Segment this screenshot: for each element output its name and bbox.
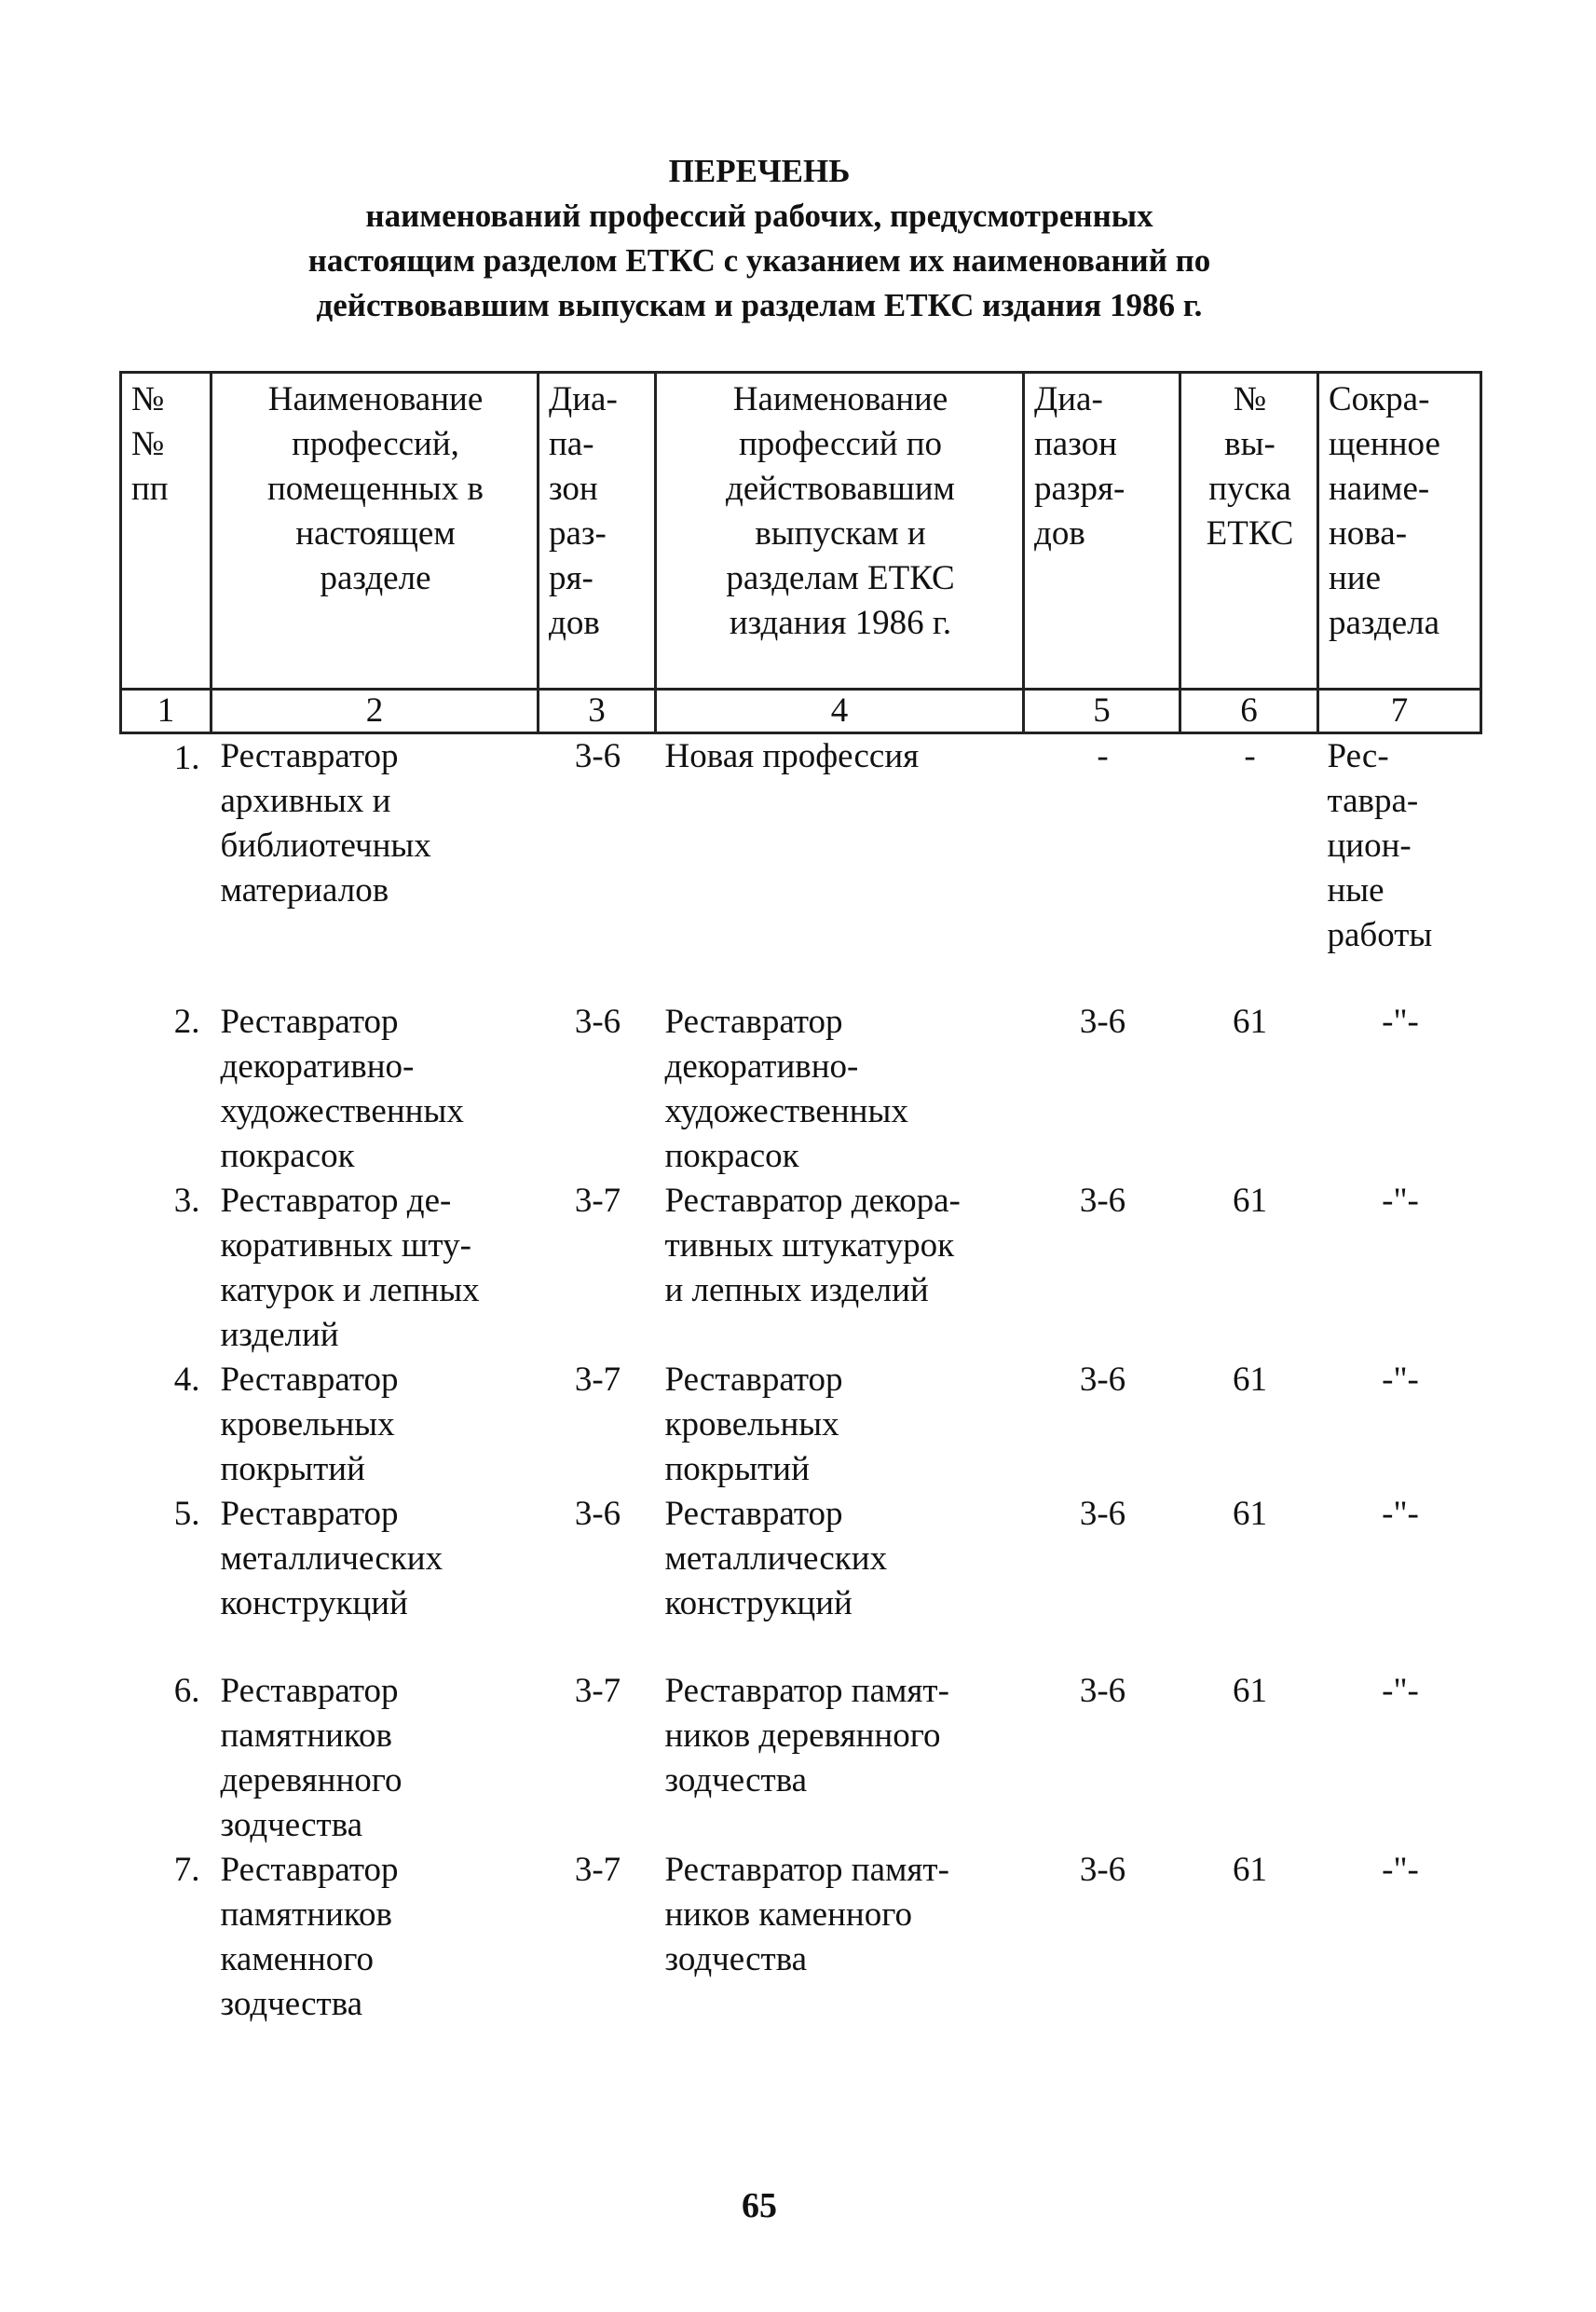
profession-name: Реставратор де- коративных шту- катурок и лепных изделий <box>220 1181 480 1354</box>
title-heading: ПЕРЕЧЕНЬ <box>668 153 851 189</box>
table-row <box>121 1492 1481 1669</box>
section-short-name: Рес- тавра- цион- ные работы <box>1327 737 1433 954</box>
column-number: 1 <box>121 690 211 733</box>
grade-range: 3-6 <box>574 1002 621 1041</box>
etks-issue: 61 <box>1233 1850 1267 1889</box>
etks-issue: 61 <box>1233 1002 1267 1041</box>
column-number: 5 <box>1024 690 1180 733</box>
title-line: действовавшим выпускам и разделам ЕТКС издания 1986 г. <box>316 287 1203 323</box>
table-row <box>121 1848 1481 2027</box>
title-line: настоящим разделом ЕТКС с указанием их наименований по <box>307 242 1211 279</box>
header-section: Сокра- щенное наиме- нова- ние раздела <box>1318 373 1481 690</box>
etks-issue: 61 <box>1233 1181 1267 1220</box>
old-grade-range: 3-6 <box>1079 1850 1126 1889</box>
old-grade-range: 3-6 <box>1079 1494 1126 1533</box>
etks-issue: 61 <box>1233 1671 1267 1710</box>
section-short-name: -"- <box>1382 1181 1419 1220</box>
old-grade-range: 3-6 <box>1079 1671 1126 1710</box>
header-number: № № пп <box>121 373 211 690</box>
table-row <box>121 1000 1481 1179</box>
grade-range: 3-7 <box>574 1181 621 1220</box>
section-short-name: -"- <box>1382 1494 1419 1533</box>
section-short-name: -"- <box>1382 1850 1419 1889</box>
table-row <box>121 1669 1481 1848</box>
etks-issue: - <box>1244 737 1256 775</box>
document-title <box>0 149 1519 328</box>
profession-name: Реставратор архивных и библиотечных материалов <box>220 737 431 910</box>
row-number: 7. <box>173 1850 200 1889</box>
table-header-row <box>121 373 1481 690</box>
section-short-name: -"- <box>1382 1002 1419 1041</box>
column-number: 2 <box>211 690 539 733</box>
row-number: 4. <box>173 1360 200 1399</box>
old-profession-name: Реставратор памят- ников деревянного зодчества <box>664 1671 949 1799</box>
grade-range: 3-6 <box>574 737 621 775</box>
page-number: 65 <box>742 2186 777 2225</box>
old-profession-name: Новая профессия <box>664 737 920 775</box>
profession-name: Реставратор памятников каменного зодчества <box>220 1850 399 2023</box>
profession-name: Реставратор кровельных покрытий <box>220 1360 399 1488</box>
profession-name: Реставратор декоративно- художественных покрасок <box>220 1002 464 1175</box>
section-short-name: -"- <box>1382 1360 1419 1399</box>
row-number: 5. <box>173 1494 200 1533</box>
column-number-row <box>121 690 1481 733</box>
old-profession-name: Реставратор памят- ников каменного зодчества <box>664 1850 949 1978</box>
old-profession-name: Реставратор декора- тивных штукатурок и лепных изделий <box>664 1181 961 1309</box>
profession-name: Реставратор металлических конструкций <box>220 1494 443 1622</box>
old-grade-range: - <box>1097 737 1109 775</box>
grade-range: 3-6 <box>574 1494 621 1533</box>
column-number: 7 <box>1318 690 1481 733</box>
header-old-range: Диа- пазон разря- дов <box>1024 373 1180 690</box>
section-short-name: -"- <box>1382 1671 1419 1710</box>
table-row <box>121 1358 1481 1492</box>
grade-range: 3-7 <box>574 1850 621 1889</box>
column-number: 3 <box>539 690 656 733</box>
etks-issue: 61 <box>1233 1494 1267 1533</box>
row-number: 1. <box>173 739 200 777</box>
table-row <box>121 1179 1481 1358</box>
table-row <box>121 733 1481 1000</box>
etks-issue: 61 <box>1233 1360 1267 1399</box>
profession-name: Реставратор памятников деревянного зодчества <box>220 1671 402 1844</box>
row-number: 2. <box>173 1002 200 1041</box>
header-range: Диа- па- зон раз- ря- дов <box>539 373 656 690</box>
professions-table <box>119 371 1482 2027</box>
header-profession: Наименование профессий, помещенных в настоящем разделе <box>211 373 539 690</box>
row-number: 6. <box>173 1671 200 1710</box>
old-profession-name: Реставратор кровельных покрытий <box>664 1360 843 1488</box>
old-grade-range: 3-6 <box>1079 1181 1126 1220</box>
header-issue: № вы- пуска ЕТКС <box>1180 373 1318 690</box>
column-number: 4 <box>656 690 1024 733</box>
old-grade-range: 3-6 <box>1079 1002 1126 1041</box>
grade-range: 3-7 <box>574 1360 621 1399</box>
grade-range: 3-7 <box>574 1671 621 1710</box>
row-number: 3. <box>173 1181 200 1220</box>
title-line: наименований профессий рабочих, предусмотренных <box>365 198 1153 234</box>
old-profession-name: Реставратор металлических конструкций <box>664 1494 888 1622</box>
old-grade-range: 3-6 <box>1079 1360 1126 1399</box>
header-old-name: Наименование профессий по действовавшим выпускам и разделам ЕТКС издания 1986 г. <box>656 373 1024 690</box>
old-profession-name: Реставратор декоративно- художественных покрасок <box>664 1002 908 1175</box>
column-number: 6 <box>1180 690 1318 733</box>
